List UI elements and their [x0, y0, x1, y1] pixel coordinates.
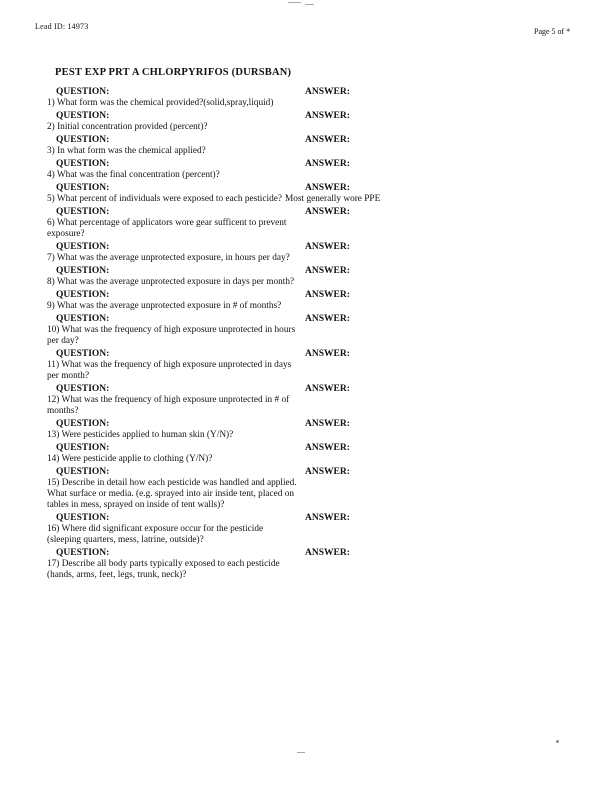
question-text: 10) What was the frequency of high exposure unprotected in hours per day?	[47, 325, 296, 346]
answer-column	[305, 290, 575, 301]
question-text: 4) What was the final concentration (percent)?	[47, 170, 220, 180]
question-text: 15) Describe in detail how each pesticide was handled and applied. What surface or media. (e.g. sprayed into air inside tent, placed on tables in mess, sprayed on inside of tent walls)?	[47, 478, 297, 510]
question-column	[47, 349, 305, 382]
answer-column	[305, 266, 575, 277]
question-column	[47, 314, 305, 347]
answer-label: ANSWER:	[305, 135, 350, 145]
question-label: QUESTION:	[56, 443, 110, 453]
answer-column	[305, 111, 575, 122]
question-label: QUESTION:	[56, 384, 110, 394]
question-label: QUESTION:	[56, 87, 110, 97]
question-column	[47, 207, 305, 240]
page-number: Page 5 of *	[534, 27, 571, 36]
question-column	[47, 548, 305, 581]
scan-artifact	[556, 740, 559, 743]
answer-label: ANSWER:	[305, 419, 350, 429]
answer-label: ANSWER:	[305, 548, 350, 558]
answer-label: ANSWER:	[305, 111, 350, 121]
qa-row	[47, 135, 575, 157]
qa-row	[47, 467, 575, 511]
answer-column	[305, 467, 575, 478]
answer-column	[285, 183, 575, 205]
answer-column	[305, 419, 575, 430]
question-column	[47, 159, 305, 181]
qa-row	[47, 87, 575, 109]
qa-row	[47, 419, 575, 441]
qa-row	[47, 384, 575, 417]
answer-column	[305, 513, 575, 524]
question-text: 8) What was the average unprotected exposure in days per month?	[47, 277, 295, 287]
qa-list	[47, 85, 575, 581]
question-text: 17) Describe all body parts typically exposed to each pesticide (hands, arms, feet, legs, trunk, neck)?	[47, 559, 280, 580]
question-label: QUESTION:	[56, 419, 110, 429]
answer-label: ANSWER:	[305, 443, 350, 453]
question-label: QUESTION:	[56, 349, 110, 359]
question-column	[47, 290, 305, 312]
question-column	[47, 135, 305, 157]
qa-row	[47, 266, 575, 288]
question-label: QUESTION:	[56, 111, 110, 121]
qa-row	[47, 443, 575, 465]
scan-artifact	[297, 752, 305, 753]
answer-label: ANSWER:	[305, 159, 350, 169]
answer-label: ANSWER:	[305, 384, 350, 394]
answer-column	[305, 548, 575, 559]
lead-id: Lead ID: 14973	[35, 22, 89, 31]
qa-row	[47, 349, 575, 382]
question-column	[47, 87, 305, 109]
question-text: 14) Were pesticide applie to clothing (Y/N)?	[47, 454, 213, 464]
question-label: QUESTION:	[56, 266, 110, 276]
question-column	[47, 183, 305, 205]
answer-column	[305, 135, 575, 146]
scan-artifact	[288, 2, 301, 3]
answer-label: ANSWER:	[305, 183, 350, 193]
qa-row	[47, 159, 575, 181]
question-label: QUESTION:	[56, 242, 110, 252]
question-label: QUESTION:	[56, 548, 110, 558]
question-text: 9) What was the average unprotected exposure in # of months?	[47, 301, 282, 311]
answer-column	[305, 384, 575, 395]
question-label: QUESTION:	[56, 159, 110, 169]
answer-column	[305, 207, 575, 218]
question-column	[47, 513, 305, 546]
answer-label: ANSWER:	[305, 314, 350, 324]
question-text: 5) What percent of individuals were exposed to each pesticide?	[47, 194, 283, 204]
question-column	[47, 443, 305, 465]
question-text: 12) What was the frequency of high exposure unprotected in # of months?	[47, 395, 290, 416]
question-text: 3) In what form was the chemical applied?	[47, 146, 206, 156]
answer-column	[305, 349, 575, 360]
question-text: 11) What was the frequency of high exposure unprotected in days per month?	[47, 360, 292, 381]
question-label: QUESTION:	[56, 183, 110, 193]
answer-column	[305, 443, 575, 454]
question-column	[47, 242, 305, 264]
answer-column	[305, 242, 575, 253]
qa-row	[47, 183, 575, 205]
question-column	[47, 384, 305, 417]
question-label: QUESTION:	[56, 290, 110, 300]
question-text: 6) What percentage of applicators wore gear sufficent to prevent exposure?	[47, 218, 287, 239]
question-column	[47, 111, 305, 133]
question-label: QUESTION:	[56, 135, 110, 145]
answer-label: ANSWER:	[305, 242, 350, 252]
document-title: PEST EXP PRT A CHLORPYRIFOS (DURSBAN)	[55, 67, 292, 78]
question-label: QUESTION:	[56, 314, 110, 324]
answer-column	[305, 159, 575, 170]
question-text: 16) Where did significant exposure occur for the pesticide (sleeping quarters, mess, latrine, outside)?	[47, 524, 264, 545]
qa-row	[47, 290, 575, 312]
qa-row	[47, 111, 575, 133]
answer-text: Most generally wore PPE	[285, 194, 381, 204]
qa-row	[47, 548, 575, 581]
answer-label: ANSWER:	[305, 266, 350, 276]
question-label: QUESTION:	[56, 207, 110, 217]
question-label: QUESTION:	[56, 467, 110, 477]
answer-column	[305, 87, 575, 98]
qa-row	[47, 242, 575, 264]
qa-row	[47, 513, 575, 546]
question-text: 13) Were pesticides applied to human skin (Y/N)?	[47, 430, 234, 440]
answer-column	[305, 314, 575, 325]
qa-row	[47, 314, 575, 347]
question-text: 1) What form was the chemical provided?(solid,spray,liquid)	[47, 98, 274, 108]
question-column	[47, 467, 305, 511]
question-column	[47, 266, 305, 288]
answer-label: ANSWER:	[305, 87, 350, 97]
question-text: 2) Initial concentration provided (percent)?	[47, 122, 208, 132]
answer-label: ANSWER:	[305, 349, 350, 359]
question-column	[47, 419, 305, 441]
scan-artifact	[305, 4, 314, 5]
question-text: 7) What was the average unprotected exposure, in hours per day?	[47, 253, 290, 263]
answer-label: ANSWER:	[305, 207, 350, 217]
answer-label: ANSWER:	[305, 467, 350, 477]
qa-row	[47, 207, 575, 240]
question-label: QUESTION:	[56, 513, 110, 523]
answer-label: ANSWER:	[305, 513, 350, 523]
answer-label: ANSWER:	[305, 290, 350, 300]
